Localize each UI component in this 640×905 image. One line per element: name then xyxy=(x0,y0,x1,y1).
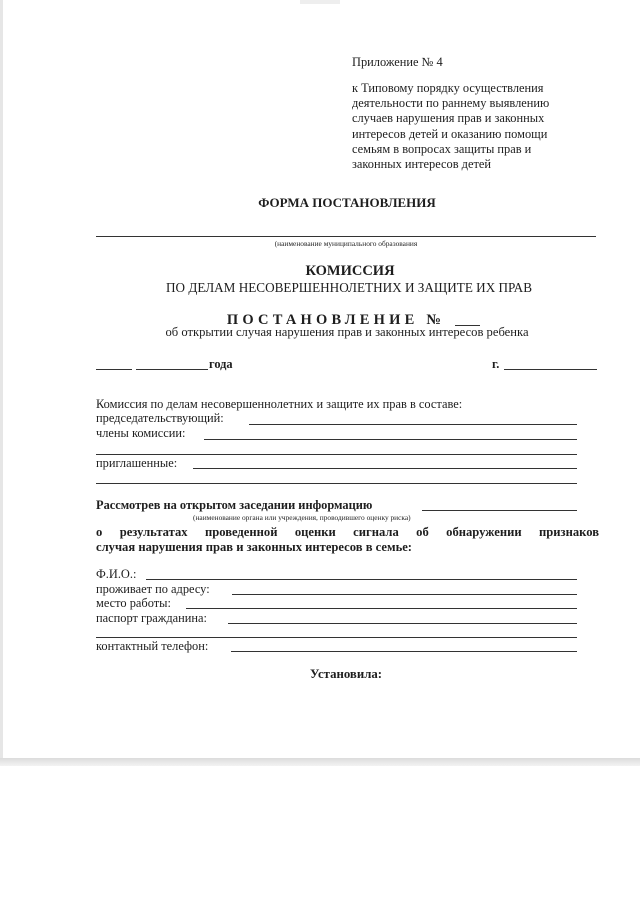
appendix-line: деятельности по раннему выявлению xyxy=(352,96,550,111)
appendix-line: случаев нарушения прав и законных xyxy=(352,111,545,126)
municipality-field-line[interactable] xyxy=(96,236,596,237)
members-line-2[interactable] xyxy=(96,454,577,455)
invited-label: приглашенные: xyxy=(96,456,178,470)
fio-line[interactable] xyxy=(146,579,577,580)
composition-intro: Комиссия по делам несовершеннолетних и защите их прав в составе: xyxy=(96,397,463,411)
appendix-line: интересов детей и оказанию помощи xyxy=(352,126,548,141)
organization-caption: (наименование органа или учреждения, проводившего оценку риска) xyxy=(193,513,411,522)
invited-line[interactable] xyxy=(193,468,577,469)
passport-line[interactable] xyxy=(228,623,577,624)
established-heading: Установила: xyxy=(309,667,383,681)
municipality-caption: (наименование муниципального образования xyxy=(274,239,418,248)
members-line[interactable] xyxy=(204,439,577,440)
resolution-title: ПОСТАНОВЛЕНИЕ № xyxy=(226,312,446,328)
fio-label: Ф.И.О.: xyxy=(96,567,137,581)
considered-line-2: случая нарушения прав и законных интересов в семье: xyxy=(96,540,413,554)
appendix-reference xyxy=(352,81,622,172)
phone-line[interactable] xyxy=(231,651,577,652)
organization-line[interactable] xyxy=(422,510,577,511)
appendix-number: Приложение № 4 xyxy=(352,55,443,69)
address-line[interactable] xyxy=(232,594,577,595)
city-line[interactable] xyxy=(504,369,597,370)
appendix-line: законных интересов детей xyxy=(352,157,492,172)
work-line[interactable] xyxy=(186,608,577,609)
considered-text: Рассмотрев на открытом заседании информацию xyxy=(96,498,373,512)
commission-title: КОМИССИЯ xyxy=(305,263,395,279)
members-label: члены комиссии: xyxy=(96,426,186,440)
date-day-line[interactable] xyxy=(96,369,132,370)
appendix-line: семьям в вопросах защиты прав и xyxy=(352,141,532,156)
address-label: проживает по адресу: xyxy=(96,582,210,596)
chairman-line[interactable] xyxy=(249,424,577,425)
commission-subtitle: ПО ДЕЛАМ НЕСОВЕРШЕННОЛЕТНИХ И ЗАЩИТЕ ИХ ПРАВ xyxy=(165,280,533,295)
year-word: года xyxy=(209,357,233,371)
passport-line-2[interactable] xyxy=(96,637,577,638)
passport-label: паспорт гражданина: xyxy=(96,611,207,625)
resolution-subtitle: об открытии случая нарушения прав и законных интересов ребенка xyxy=(165,325,529,339)
chairman-label: председательствующий: xyxy=(96,411,224,425)
appendix-line: к Типовому порядку осуществления xyxy=(352,81,544,95)
work-label: место работы: xyxy=(96,596,171,610)
date-month-line[interactable] xyxy=(136,369,208,370)
phone-label: контактный телефон: xyxy=(96,639,209,653)
page-left-edge xyxy=(0,0,3,765)
considered-paragraph xyxy=(96,525,599,540)
considered-line-1: о результатах проведенной оценки сигнала об обнаружении признаков xyxy=(96,525,599,539)
scan-top-mark xyxy=(300,0,340,4)
form-title: ФОРМА ПОСТАНОВЛЕНИЯ xyxy=(258,195,436,210)
invited-line-2[interactable] xyxy=(96,483,577,484)
city-prefix: г. xyxy=(492,357,500,371)
scan-bottom-edge xyxy=(0,758,640,766)
